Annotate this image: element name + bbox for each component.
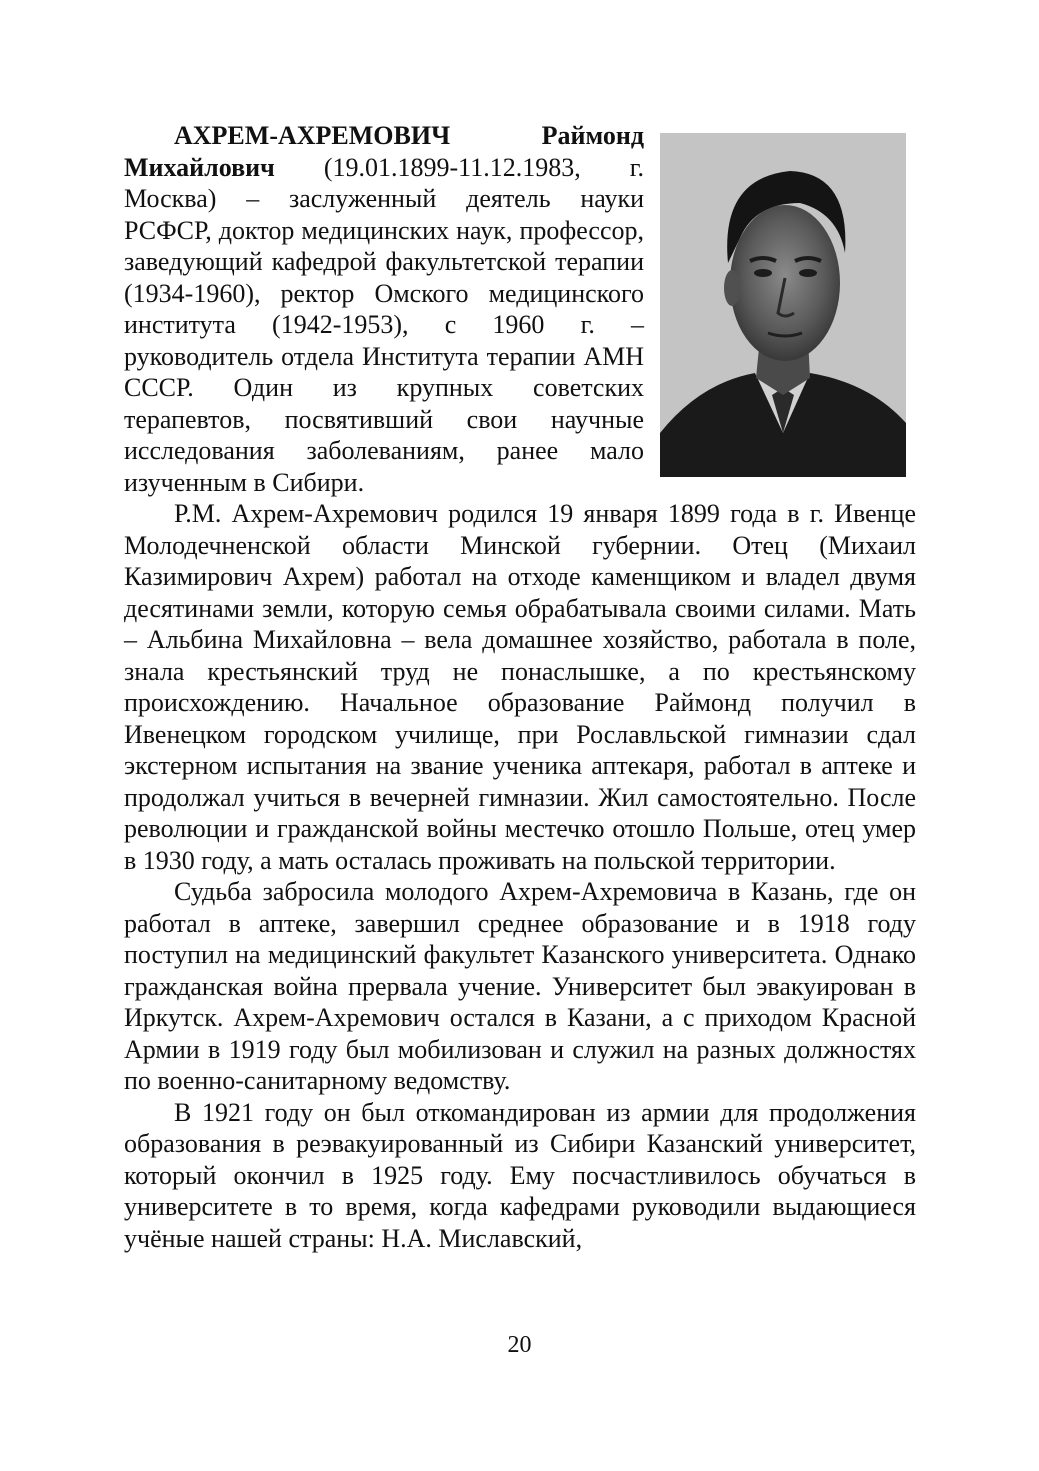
body-paragraph: Р.М. Ахрем-Ахремович родился 19 января 1899 года в г. Ивенце Молодечненской области Минской губернии. Отец (Михаил Казимирович Ахрем) работал на отходе каменщиком и владел двумя десятинами земли, которую семья обрабатывала своими силами. Мать – Альбина Михайловна – вела домашнее хозяйство, работала в поле, знала крестьянский труд не понаслышке, а по крестьянскому происхождению. Начальное образование Раймонд получил в Ивенецком городском училище, при Рославльской гимназии сдал экстерном испытания на звание ученика аптекаря, работал в аптеке и продолжал учиться в вечерней гимназии. Жил самостоятельно. После революции и гражданской войны местечко отошло Польше, отец умер в 1930 году, а мать осталась проживать на польской территории. bbox=[124, 499, 916, 875]
article-text bbox=[124, 120, 916, 1254]
body-paragraph: Судьба забросила молодого Ахрем-Ахремовича в Казань, где он работал в аптеке, завершил среднее образование и в 1918 году поступил на медицинский факультет Казанского университета. Однако гражданская война прервала учение. Университет был эвакуирован в Иркутск. Ахрем-Ахремович остался в Казани, а с приходом Красной Армии в 1919 году был мобилизован и служил на разных должностях по военно-санитарному ведомству. bbox=[124, 877, 916, 1095]
person-surname: АХРЕМ-АХРЕМОВИЧ bbox=[174, 121, 451, 150]
intro-paragraph bbox=[124, 120, 644, 498]
intro-text: (19.01.1899-11.12.1983, г. Москва) – заслуженный деятель науки РСФСР, доктор медицинских наук, профессор, заведующий кафедрой факультетской терапии (1934-1960), ректор Омского медицинского института (1942-1953), с 1960 г. – руководитель отдела Института терапии АМН СССР. Один из крупных советских терапевтов, посвятивший свои научные исследования заболеваниям, ранее мало изученным в Сибири. bbox=[124, 152, 644, 497]
body-paragraph: В 1921 году он был откомандирован из армии для продолжения образования в реэвакуированный из Сибири Казанский университет, который окончил в 1925 году. Ему посчастливилось обучаться в университете в то время, когда кафедрами руководили выдающиеся учёные нашей страны: Н.А. Миславский, bbox=[124, 1097, 916, 1253]
person-given-names: Раймонд Михайлович bbox=[124, 121, 644, 182]
page-number: 20 bbox=[507, 1332, 532, 1358]
